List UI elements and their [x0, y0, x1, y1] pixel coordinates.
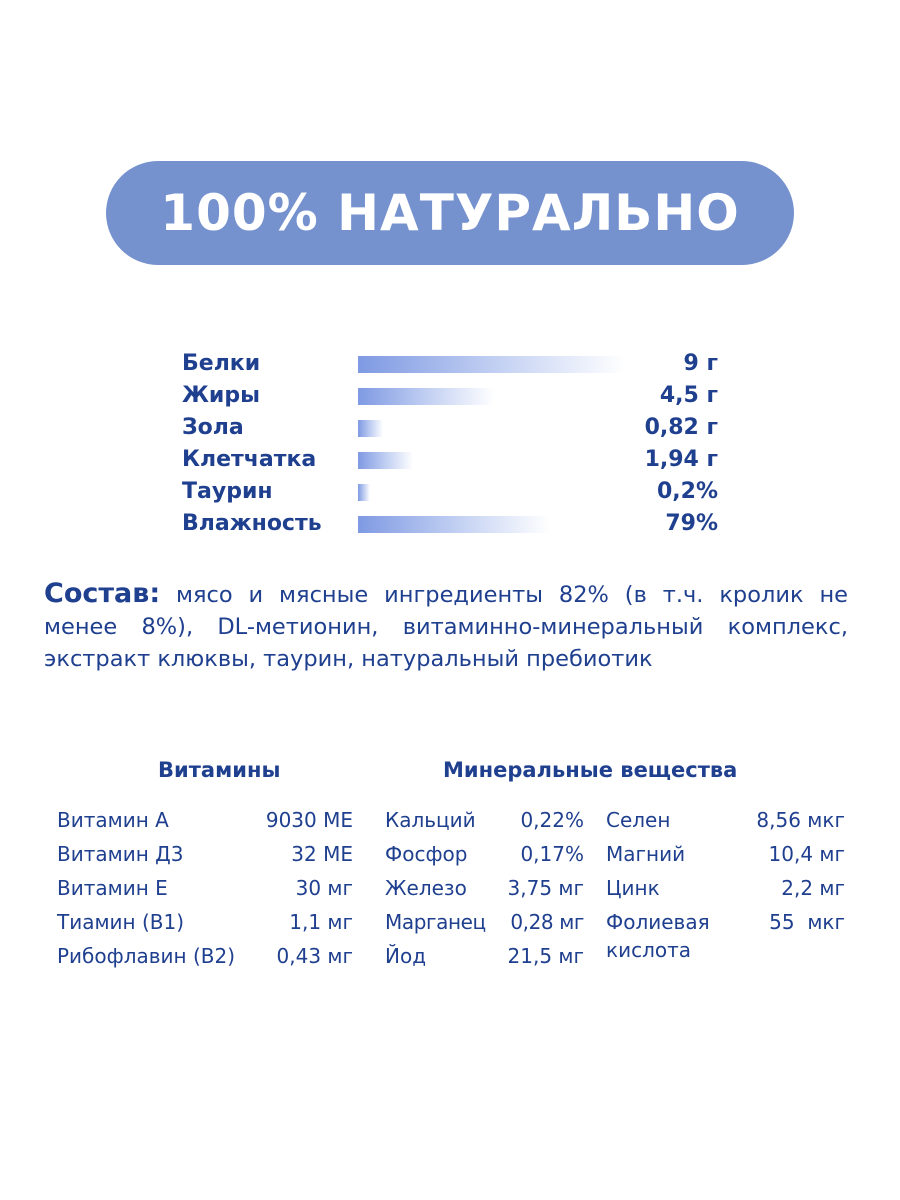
nutrient-bar [358, 388, 494, 405]
nutrient-value: 79% [665, 511, 718, 536]
mineral-name: Селен [606, 808, 671, 832]
mineral-value: 0,22% [520, 808, 584, 832]
nutrient-row [182, 444, 722, 476]
vitamins-title: Витамины [158, 758, 281, 782]
vitamin-value: 0,43 мг [276, 944, 353, 968]
composition-body: мясо и мясные ингредиенты 82% (в т.ч. кролик не менее 8%), DL-метионин, витаминно-минеральный комплекс, экстракт клюквы, таурин, натуральный пребиотик [44, 582, 848, 672]
vitamin-row [57, 805, 353, 835]
mineral-row [606, 907, 845, 967]
vitamin-value: 1,1 мг [289, 910, 353, 934]
mineral-name: Марганец [385, 910, 486, 934]
vitamin-value: 32 МЕ [291, 842, 353, 866]
vitamin-row [57, 941, 353, 971]
mineral-value: 21,5 мг [507, 944, 584, 968]
composition-text [44, 578, 848, 675]
vitamin-value: 30 мг [295, 876, 353, 900]
vitamin-name: Витамин Е [57, 876, 168, 900]
nutrient-value: 1,94 г [644, 447, 718, 472]
vitamin-name: Тиамин (В1) [57, 910, 185, 934]
vitamin-name: Витамин А [57, 808, 169, 832]
nutrient-label: Клетчатка [182, 447, 317, 472]
mineral-value: 2,2 мг [781, 876, 845, 900]
mineral-name: Фосфор [385, 842, 468, 866]
mineral-row [385, 941, 584, 971]
mineral-row [385, 839, 584, 869]
mineral-name: Йод [385, 944, 427, 968]
mineral-value: 55 мкг [769, 910, 845, 934]
mineral-value: 3,75 мг [507, 876, 584, 900]
nutrient-row [182, 476, 722, 508]
nutrient-label: Таурин [182, 479, 273, 504]
nutrient-row [182, 412, 722, 444]
mineral-name: Цинк [606, 876, 660, 900]
vitamin-row [57, 873, 353, 903]
nutrient-bar [358, 356, 625, 373]
nutrient-bar [358, 420, 383, 437]
mineral-row [385, 907, 584, 937]
minerals-title: Минеральные вещества [443, 758, 738, 782]
nutrient-label: Белки [182, 351, 261, 376]
mineral-value: 0,28 мг [510, 910, 584, 934]
mineral-name: Железо [385, 876, 467, 900]
vitamin-value: 9030 МЕ [265, 808, 353, 832]
vitamin-row [57, 839, 353, 869]
mineral-row [606, 873, 845, 903]
nutrient-value: 9 г [683, 351, 718, 376]
vitamin-name: Рибофлавин (В2) [57, 944, 236, 968]
mineral-row [606, 805, 845, 835]
mineral-row [606, 839, 845, 869]
nutrient-label: Жиры [182, 383, 260, 408]
mineral-value: 10,4 мг [768, 842, 845, 866]
nutrient-row [182, 348, 722, 380]
nutrient-value: 0,82 г [644, 415, 718, 440]
mineral-name: Магний [606, 842, 686, 866]
composition-label: Состав: [44, 578, 161, 609]
mineral-value: 0,17% [520, 842, 584, 866]
nutrient-value: 0,2% [656, 479, 718, 504]
vitamin-row [57, 907, 353, 937]
nutrient-bar [358, 484, 370, 501]
mineral-row [385, 873, 584, 903]
nutrient-label: Влажность [182, 511, 322, 536]
mineral-name: Фолиевая кислота [606, 910, 710, 962]
nutrient-label: Зола [182, 415, 244, 440]
title-banner [106, 161, 794, 265]
nutrient-value: 4,5 г [659, 383, 718, 408]
mineral-value: 8,56 мкг [756, 808, 845, 832]
nutrient-bar [358, 452, 413, 469]
nutrient-row [182, 380, 722, 412]
mineral-row [385, 805, 584, 835]
nutrient-bar [358, 516, 550, 533]
vitamin-name: Витамин Д3 [57, 842, 184, 866]
mineral-name: Кальций [385, 808, 476, 832]
page-title: 100% НАТУРАЛЬНО [160, 184, 740, 242]
nutrient-row [182, 508, 722, 540]
